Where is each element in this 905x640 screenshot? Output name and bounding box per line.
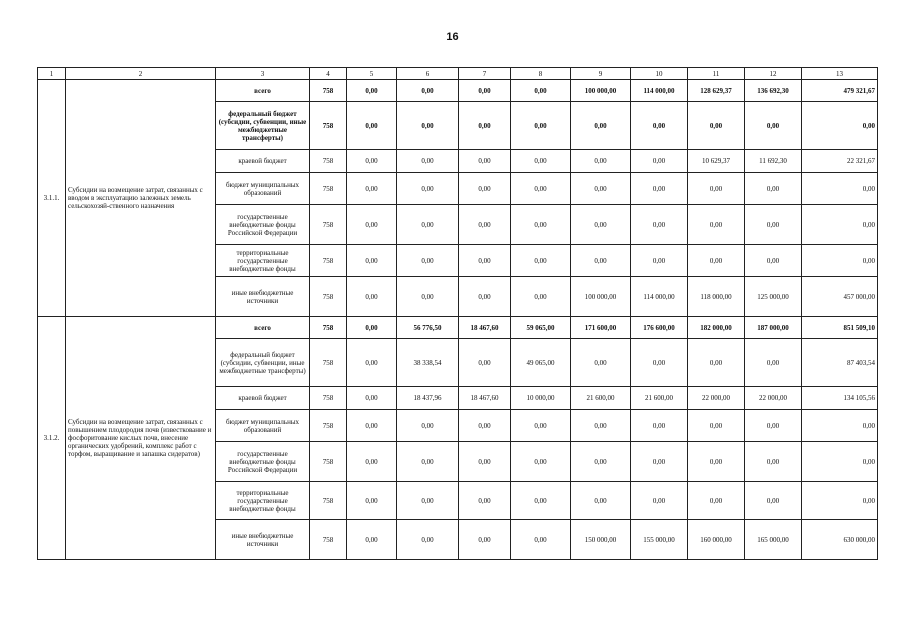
cell-value: 0,00	[347, 317, 397, 339]
page-number: 16	[446, 31, 459, 43]
funding-source-text: бюджет муниципальных образований	[225, 417, 300, 434]
cell-value: 0,00	[631, 410, 688, 442]
cell-total: 22 321,67	[802, 150, 878, 173]
cell-value: 0,00	[571, 173, 631, 205]
funding-source	[216, 339, 310, 387]
cell-total: 0,00	[802, 442, 878, 482]
cell-value: 22 000,00	[745, 387, 802, 410]
cell-value: 0,00	[397, 205, 459, 245]
funding-source-text: федеральный бюджет (субсидии, субвенции, иные межбюджетные трансферты)	[219, 350, 306, 375]
cell-value: 0,00	[511, 205, 571, 245]
cell-value: 0,00	[745, 245, 802, 277]
funding-source-text: иные внебюджетные источники	[231, 531, 294, 548]
cell-value: 38 338,54	[397, 339, 459, 387]
column-number-row	[38, 68, 878, 80]
cell-value: 0,00	[459, 245, 511, 277]
cell-value: 0,00	[347, 277, 397, 317]
cell-code: 758	[310, 339, 347, 387]
cell-value: 21 600,00	[571, 387, 631, 410]
budget-table	[37, 67, 878, 560]
cell-value: 0,00	[511, 442, 571, 482]
cell-value: 0,00	[347, 245, 397, 277]
cell-value: 0,00	[347, 102, 397, 150]
cell-code: 758	[310, 150, 347, 173]
cell-value: 49 065,00	[511, 339, 571, 387]
cell-code: 758	[310, 277, 347, 317]
funding-source-text: краевой бюджет	[238, 157, 287, 165]
cell-value: 0,00	[631, 173, 688, 205]
cell-value: 0,00	[745, 102, 802, 150]
cell-value: 0,00	[511, 482, 571, 520]
cell-value: 0,00	[459, 339, 511, 387]
funding-source-text: иные внебюджетные источники	[231, 288, 294, 305]
cell-value: 0,00	[459, 410, 511, 442]
cell-value: 0,00	[571, 150, 631, 173]
cell-value: 0,00	[397, 173, 459, 205]
cell-value: 136 692,30	[745, 80, 802, 102]
cell-value: 114 000,00	[631, 80, 688, 102]
cell-value: 0,00	[688, 173, 745, 205]
cell-value: 0,00	[571, 245, 631, 277]
column-number: 9	[571, 68, 631, 80]
funding-source-text: территориальные государственные	[236, 488, 289, 505]
column-number: 13	[802, 68, 878, 80]
cell-value: 128 629,37	[688, 80, 745, 102]
cell-value: 0,00	[511, 150, 571, 173]
column-number: 11	[688, 68, 745, 80]
cell-value: 0,00	[397, 150, 459, 173]
cell-code: 758	[310, 317, 347, 339]
cell-value: 18 437,96	[397, 387, 459, 410]
cell-value: 0,00	[397, 482, 459, 520]
funding-source-text: территориальные государственные внебюджетные фонды	[229, 248, 296, 273]
cell-value: 125 000,00	[745, 277, 802, 317]
funding-source-text: бюджет муниципальных образований	[225, 180, 300, 197]
cell-code: 758	[310, 173, 347, 205]
item-code: 3.1.1.	[38, 80, 66, 317]
cell-value: 21 600,00	[631, 387, 688, 410]
cell-value: 0,00	[397, 410, 459, 442]
funding-source	[216, 520, 310, 560]
cell-value: 0,00	[745, 482, 802, 520]
funding-source	[216, 173, 310, 205]
cell-value: 171 600,00	[571, 317, 631, 339]
cell-value: 0,00	[688, 442, 745, 482]
cell-value: 100 000,00	[571, 277, 631, 317]
cell-value: 0,00	[459, 80, 511, 102]
cell-total: 87 403,54	[802, 339, 878, 387]
cell-value: 100 000,00	[571, 80, 631, 102]
cell-value: 0,00	[347, 150, 397, 173]
cell-value: 59 065,00	[511, 317, 571, 339]
cell-total: 0,00	[802, 245, 878, 277]
cell-value: 0,00	[571, 205, 631, 245]
cell-value: 0,00	[745, 205, 802, 245]
cell-total: 134 105,56	[802, 387, 878, 410]
funding-source-text: государственные внебюджетные фонды Российской Федерации	[227, 449, 298, 474]
cell-value: 0,00	[688, 410, 745, 442]
column-number: 5	[347, 68, 397, 80]
cell-value: 0,00	[745, 410, 802, 442]
column-number: 3	[216, 68, 310, 80]
cell-total: 0,00	[802, 102, 878, 150]
cell-value: 155 000,00	[631, 520, 688, 560]
funding-source-text: внебюджетные фонды	[229, 504, 296, 513]
cell-value: 114 000,00	[631, 277, 688, 317]
funding-source-text: федеральный бюджет (субсидии, субвенции, иные межбюджетные трансферты)	[218, 109, 307, 142]
cell-value: 0,00	[571, 102, 631, 150]
cell-value: 0,00	[459, 150, 511, 173]
cell-value: 0,00	[511, 520, 571, 560]
cell-value: 0,00	[745, 339, 802, 387]
cell-value: 0,00	[745, 442, 802, 482]
cell-code: 758	[310, 205, 347, 245]
column-number: 4	[310, 68, 347, 80]
cell-value: 0,00	[459, 205, 511, 245]
funding-source-text: всего	[254, 323, 271, 332]
cell-value: 18 467,60	[459, 387, 511, 410]
cell-value: 0,00	[688, 245, 745, 277]
cell-total: 457 000,00	[802, 277, 878, 317]
cell-value: 0,00	[511, 80, 571, 102]
cell-value: 0,00	[511, 102, 571, 150]
cell-code: 758	[310, 387, 347, 410]
cell-value: 0,00	[571, 339, 631, 387]
cell-code: 758	[310, 410, 347, 442]
cell-value: 22 000,00	[688, 387, 745, 410]
cell-value: 0,00	[511, 173, 571, 205]
cell-value: 0,00	[347, 482, 397, 520]
cell-code: 758	[310, 482, 347, 520]
cell-total: 0,00	[802, 410, 878, 442]
cell-value: 0,00	[631, 482, 688, 520]
cell-code: 758	[310, 80, 347, 102]
cell-value: 0,00	[688, 482, 745, 520]
cell-value: 0,00	[347, 442, 397, 482]
cell-value: 0,00	[397, 80, 459, 102]
cell-value: 0,00	[631, 245, 688, 277]
cell-value: 0,00	[631, 205, 688, 245]
item-name: Субсидии на возмещение затрат, связанных с повышением плодородия почв (известкование и фосфоритование кислых почв, внесение органических удобрений, комплекс работ с торфом, выращивание и запашка сидератов)	[66, 317, 216, 560]
column-number: 8	[511, 68, 571, 80]
cell-value: 0,00	[347, 387, 397, 410]
cell-value: 0,00	[459, 482, 511, 520]
cell-value: 160 000,00	[688, 520, 745, 560]
cell-value: 0,00	[347, 80, 397, 102]
funding-source-text: краевой бюджет	[238, 394, 287, 402]
cell-value: 0,00	[347, 520, 397, 560]
cell-value: 150 000,00	[571, 520, 631, 560]
funding-source	[216, 482, 310, 520]
table-row	[38, 317, 878, 339]
funding-source	[216, 387, 310, 410]
cell-value: 0,00	[397, 442, 459, 482]
cell-value: 0,00	[397, 520, 459, 560]
cell-code: 758	[310, 245, 347, 277]
cell-value: 118 000,00	[688, 277, 745, 317]
cell-value: 0,00	[571, 410, 631, 442]
cell-value: 0,00	[347, 410, 397, 442]
funding-source	[216, 317, 310, 339]
funding-source	[216, 205, 310, 245]
cell-code: 758	[310, 442, 347, 482]
funding-source	[216, 150, 310, 173]
cell-value: 176 600,00	[631, 317, 688, 339]
cell-value: 0,00	[631, 102, 688, 150]
cell-total: 0,00	[802, 482, 878, 520]
cell-value: 0,00	[459, 173, 511, 205]
table-row	[38, 80, 878, 102]
funding-source-text: всего	[254, 86, 271, 95]
cell-value: 165 000,00	[745, 520, 802, 560]
cell-code: 758	[310, 102, 347, 150]
cell-value: 0,00	[688, 102, 745, 150]
cell-value: 0,00	[511, 245, 571, 277]
cell-total: 479 321,67	[802, 80, 878, 102]
cell-total: 630 000,00	[802, 520, 878, 560]
column-number: 6	[397, 68, 459, 80]
cell-value: 0,00	[631, 150, 688, 173]
funding-source	[216, 277, 310, 317]
column-number: 12	[745, 68, 802, 80]
funding-source	[216, 80, 310, 102]
cell-value: 0,00	[511, 410, 571, 442]
cell-value: 11 692,30	[745, 150, 802, 173]
cell-value: 0,00	[347, 205, 397, 245]
cell-value: 0,00	[459, 520, 511, 560]
cell-value: 0,00	[459, 102, 511, 150]
cell-value: 0,00	[347, 339, 397, 387]
item-code: 3.1.2.	[38, 317, 66, 560]
funding-source	[216, 102, 310, 150]
cell-total: 0,00	[802, 173, 878, 205]
cell-value: 187 000,00	[745, 317, 802, 339]
cell-value: 0,00	[397, 277, 459, 317]
funding-source	[216, 442, 310, 482]
cell-value: 0,00	[397, 245, 459, 277]
cell-value: 182 000,00	[688, 317, 745, 339]
cell-total: 0,00	[802, 205, 878, 245]
column-number: 2	[66, 68, 216, 80]
cell-value: 0,00	[631, 339, 688, 387]
funding-source-text: государственные внебюджетные фонды Российской Федерации	[227, 212, 298, 237]
cell-value: 10 629,37	[688, 150, 745, 173]
cell-value: 0,00	[571, 482, 631, 520]
cell-value: 0,00	[347, 173, 397, 205]
cell-value: 0,00	[459, 442, 511, 482]
cell-value: 0,00	[688, 339, 745, 387]
cell-value: 0,00	[397, 102, 459, 150]
cell-value: 0,00	[459, 277, 511, 317]
column-number: 10	[631, 68, 688, 80]
cell-value: 10 000,00	[511, 387, 571, 410]
cell-code: 758	[310, 520, 347, 560]
cell-value: 0,00	[631, 442, 688, 482]
cell-value: 0,00	[511, 277, 571, 317]
cell-total: 851 509,10	[802, 317, 878, 339]
funding-source	[216, 245, 310, 277]
cell-value: 18 467,60	[459, 317, 511, 339]
cell-value: 0,00	[571, 442, 631, 482]
cell-value: 0,00	[745, 173, 802, 205]
cell-value: 56 776,50	[397, 317, 459, 339]
item-name: Субсидии на возмещение затрат, связанных с вводом в эксплуатацию залежных земель сельскохозяй-ственного назначения	[66, 80, 216, 317]
column-number: 1	[38, 68, 66, 80]
funding-source	[216, 410, 310, 442]
cell-value: 0,00	[688, 205, 745, 245]
column-number: 7	[459, 68, 511, 80]
